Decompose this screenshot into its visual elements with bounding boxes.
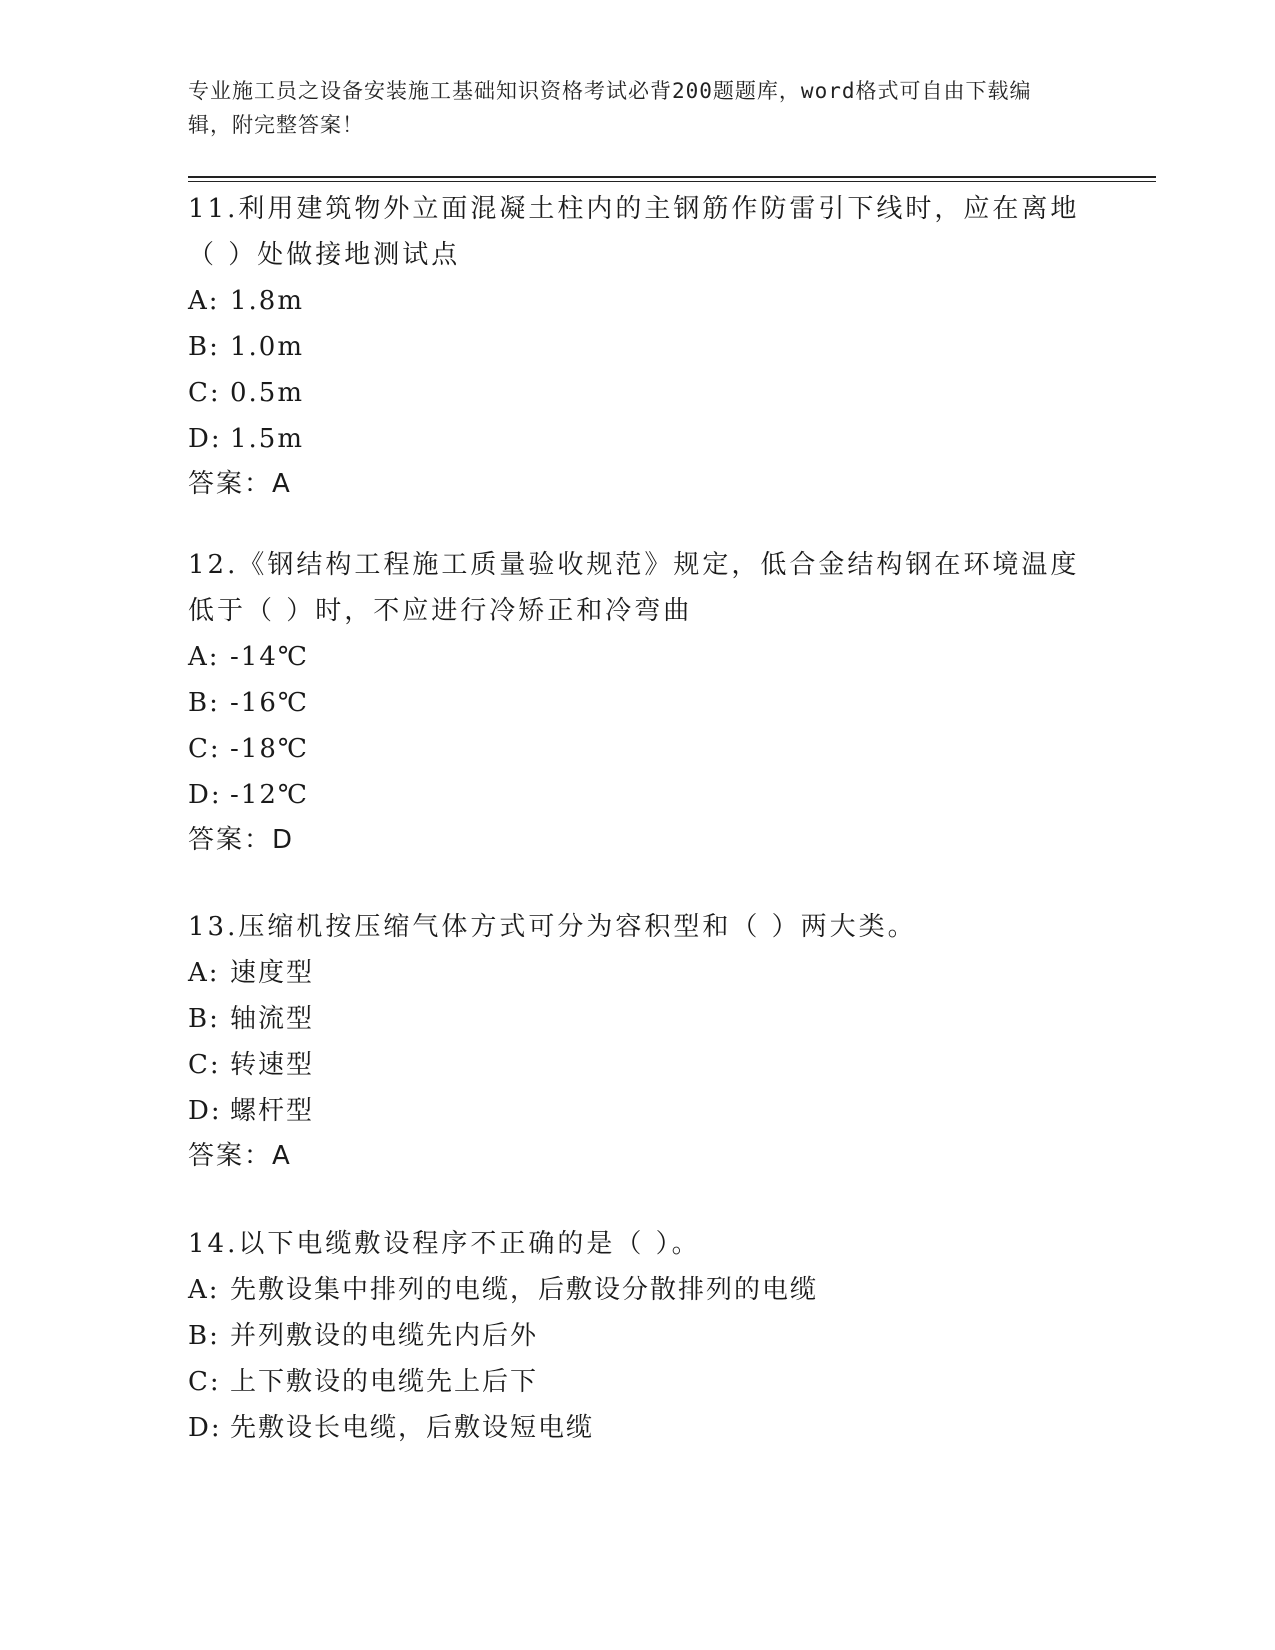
question-12 <box>188 542 1088 862</box>
option-text: 轴流型 <box>230 1004 315 1034</box>
option-c <box>188 726 1088 772</box>
option-text: 先敷设长电缆，后敷设短电缆 <box>230 1413 595 1443</box>
option-text: 1.8m <box>230 286 305 316</box>
option-b <box>188 1313 1088 1359</box>
option-text: 1.0m <box>230 332 305 362</box>
answer-line: 答案：D <box>188 825 295 855</box>
option-key: D: <box>188 780 222 810</box>
option-text: 螺杆型 <box>230 1096 315 1126</box>
option-key: D: <box>188 1413 222 1443</box>
option-key: B: <box>188 1321 220 1351</box>
option-key: A: <box>188 642 220 672</box>
option-text: 转速型 <box>230 1050 315 1080</box>
question-stem: 11.利用建筑物外立面混凝土柱内的主钢筋作防雷引下线时，应在离地（ ）处做接地测试点 <box>188 194 1080 270</box>
option-key: A: <box>188 1275 220 1305</box>
option-text: -16℃ <box>230 688 309 718</box>
option-a <box>188 278 1088 324</box>
option-key: C: <box>188 1050 221 1080</box>
document-header: 专业施工员之设备安装施工基础知识资格考试必背200题题库，word格式可自由下载编辑，附完整答案！ <box>188 79 1032 137</box>
option-text: 先敷设集中排列的电缆，后敷设分散排列的电缆 <box>230 1275 819 1305</box>
answer-line: 答案：A <box>188 469 292 499</box>
option-text: 1.5m <box>230 424 305 454</box>
question-stem: 13.压缩机按压缩气体方式可分为容积型和（ ）两大类。 <box>188 912 917 942</box>
question-11 <box>188 186 1088 506</box>
option-key: C: <box>188 734 221 764</box>
option-text: -18℃ <box>230 734 309 764</box>
answer-line: 答案：A <box>188 1141 292 1171</box>
option-c <box>188 370 1088 416</box>
option-d <box>188 1088 1088 1134</box>
option-b <box>188 996 1088 1042</box>
option-a <box>188 950 1088 996</box>
option-b <box>188 324 1088 370</box>
option-text: 0.5m <box>230 378 305 408</box>
option-text: 并列敷设的电缆先内后外 <box>230 1321 539 1351</box>
option-key: C: <box>188 378 221 408</box>
option-text: 上下敷设的电缆先上后下 <box>230 1367 539 1397</box>
option-d <box>188 416 1088 462</box>
option-key: C: <box>188 1367 221 1397</box>
option-key: D: <box>188 424 222 454</box>
option-key: B: <box>188 332 220 362</box>
option-c <box>188 1359 1088 1405</box>
option-b <box>188 680 1088 726</box>
option-key: D: <box>188 1096 222 1126</box>
option-d <box>188 772 1088 818</box>
header-divider-thin <box>188 181 1156 182</box>
question-stem: 12.《钢结构工程施工质量验收规范》规定，低合金结构钢在环境温度低于（ ）时，不应进行冷矫正和冷弯曲 <box>188 550 1080 626</box>
option-key: A: <box>188 958 220 988</box>
option-key: A: <box>188 286 220 316</box>
option-text: 速度型 <box>230 958 315 988</box>
option-key: B: <box>188 1004 220 1034</box>
option-d <box>188 1405 1088 1451</box>
question-stem: 14.以下电缆敷设程序不正确的是（ ）。 <box>188 1229 701 1259</box>
option-c <box>188 1042 1088 1088</box>
option-text: -14℃ <box>230 642 309 672</box>
option-key: B: <box>188 688 220 718</box>
header-divider-thick <box>188 176 1156 178</box>
option-text: -12℃ <box>230 780 309 810</box>
option-a <box>188 634 1088 680</box>
question-14 <box>188 1221 1088 1451</box>
question-13 <box>188 904 1088 1178</box>
option-a <box>188 1267 1088 1313</box>
